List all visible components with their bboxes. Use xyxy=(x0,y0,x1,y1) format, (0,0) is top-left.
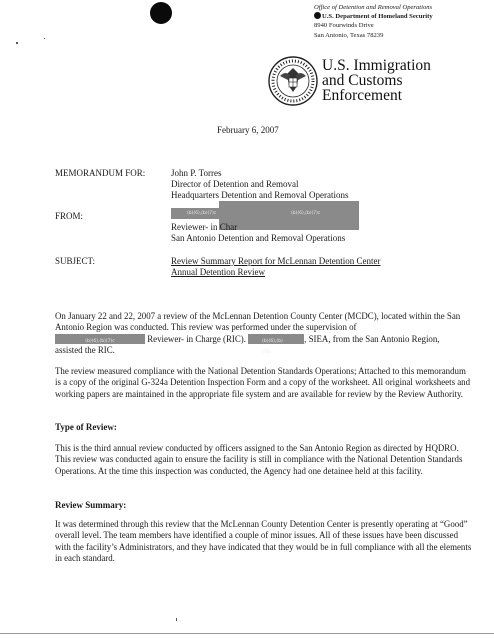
memo-for-label: MEMORANDUM FOR: xyxy=(55,168,146,178)
paragraph-text: Reviewer- in Charge (RIC). xyxy=(147,333,246,344)
recipient-title: Director of Detention and Removal xyxy=(171,179,299,190)
scan-speck xyxy=(16,42,18,44)
scan-blot xyxy=(314,12,321,19)
subject-line: Annual Detention Review xyxy=(171,267,265,278)
punch-hole xyxy=(150,2,172,24)
subject-line: Review Summary Report for McLennan Detention Center xyxy=(171,256,381,266)
scan-speck xyxy=(44,38,45,39)
agency-line: and Customs xyxy=(322,72,403,89)
agency-line: U.S. Immigration xyxy=(322,57,431,74)
address-office: Office of Detention and Removal Operations xyxy=(314,4,433,11)
paragraph-text: , SIEA, from the San Antonio Region, xyxy=(304,333,440,344)
memo-from-value xyxy=(171,222,345,244)
section-heading-summary: Review Summary: xyxy=(55,500,127,510)
memo-subject-label: SUBJECT: xyxy=(55,256,96,266)
body-paragraph-3: This is the third annual review conducted by officers assigned to the San Antonio Region as directed by HQDRO. This review was conducted again to ensure the facility is still in compliance with the National Detention Standards Operations. At the time this inspection was conducted, the Agency had one detainee held at this facility. xyxy=(55,443,463,476)
paragraph-text: On January 22 and 22, 2007 a review of the McLennan Detention County Center (MCDC), located within the San Antonio Region was conducted. This review was performed under the supervision of xyxy=(55,311,461,333)
body-paragraph-4: It was determined through this review that the McLennan County Detention Center is presently operating at “Good” overall level. The team members have identified a couple of minor issues. All of these issues have been discussed with the facility’s Administrators, and they have indicated that they would be in full compliance with all the elements in each standard. xyxy=(55,519,472,564)
memo-date: February 6, 2007 xyxy=(217,125,279,135)
agency-name xyxy=(322,58,431,103)
body-paragraph-1 xyxy=(55,311,473,357)
section-heading-type: Type of Review: xyxy=(55,422,117,432)
dhs-seal-icon xyxy=(268,56,318,106)
agency-line: Enforcement xyxy=(322,87,403,104)
recipient-name: John P. Torres xyxy=(171,168,222,178)
recipient-org: Headquarters Detention and Removal Operations xyxy=(171,190,349,201)
body-paragraph-2: The review measured compliance with the National Detention Standards Operations; Attached to this memorandum is a copy of the original G-324a Detention Inspection Form and a copy of the worksheet. All original worksheets and working papers are maintained in the appropriate file system and are available for review by the Review Authority. xyxy=(55,366,471,399)
scan-speck xyxy=(176,618,177,621)
address-department: U.S. Department of Homeland Security xyxy=(322,13,433,21)
paragraph-text: assisted the RIC. xyxy=(55,345,115,356)
sender-title: Reviewer- in Char xyxy=(171,222,238,232)
redaction-box: (b)(6),(b)(7)c xyxy=(55,334,145,344)
redaction-box: (b)(6),(b)(7)c xyxy=(248,334,304,344)
redaction-box: (b)(6),(b)(7)c xyxy=(171,208,219,219)
memo-from-label: FROM: xyxy=(55,211,84,221)
sender-org: San Antonio Detention and Removal Operations xyxy=(171,233,346,244)
page-bottom-rule xyxy=(0,633,494,634)
address-street: 8940 Fourwinds Drive xyxy=(314,22,374,30)
memo-for-value xyxy=(171,168,348,202)
redaction-box: (b)(6),(b)(7)c xyxy=(219,201,359,230)
letterhead-address xyxy=(314,3,433,40)
address-city: San Antonio, Texas 78239 xyxy=(314,31,384,39)
memo-subject-value xyxy=(171,256,380,278)
